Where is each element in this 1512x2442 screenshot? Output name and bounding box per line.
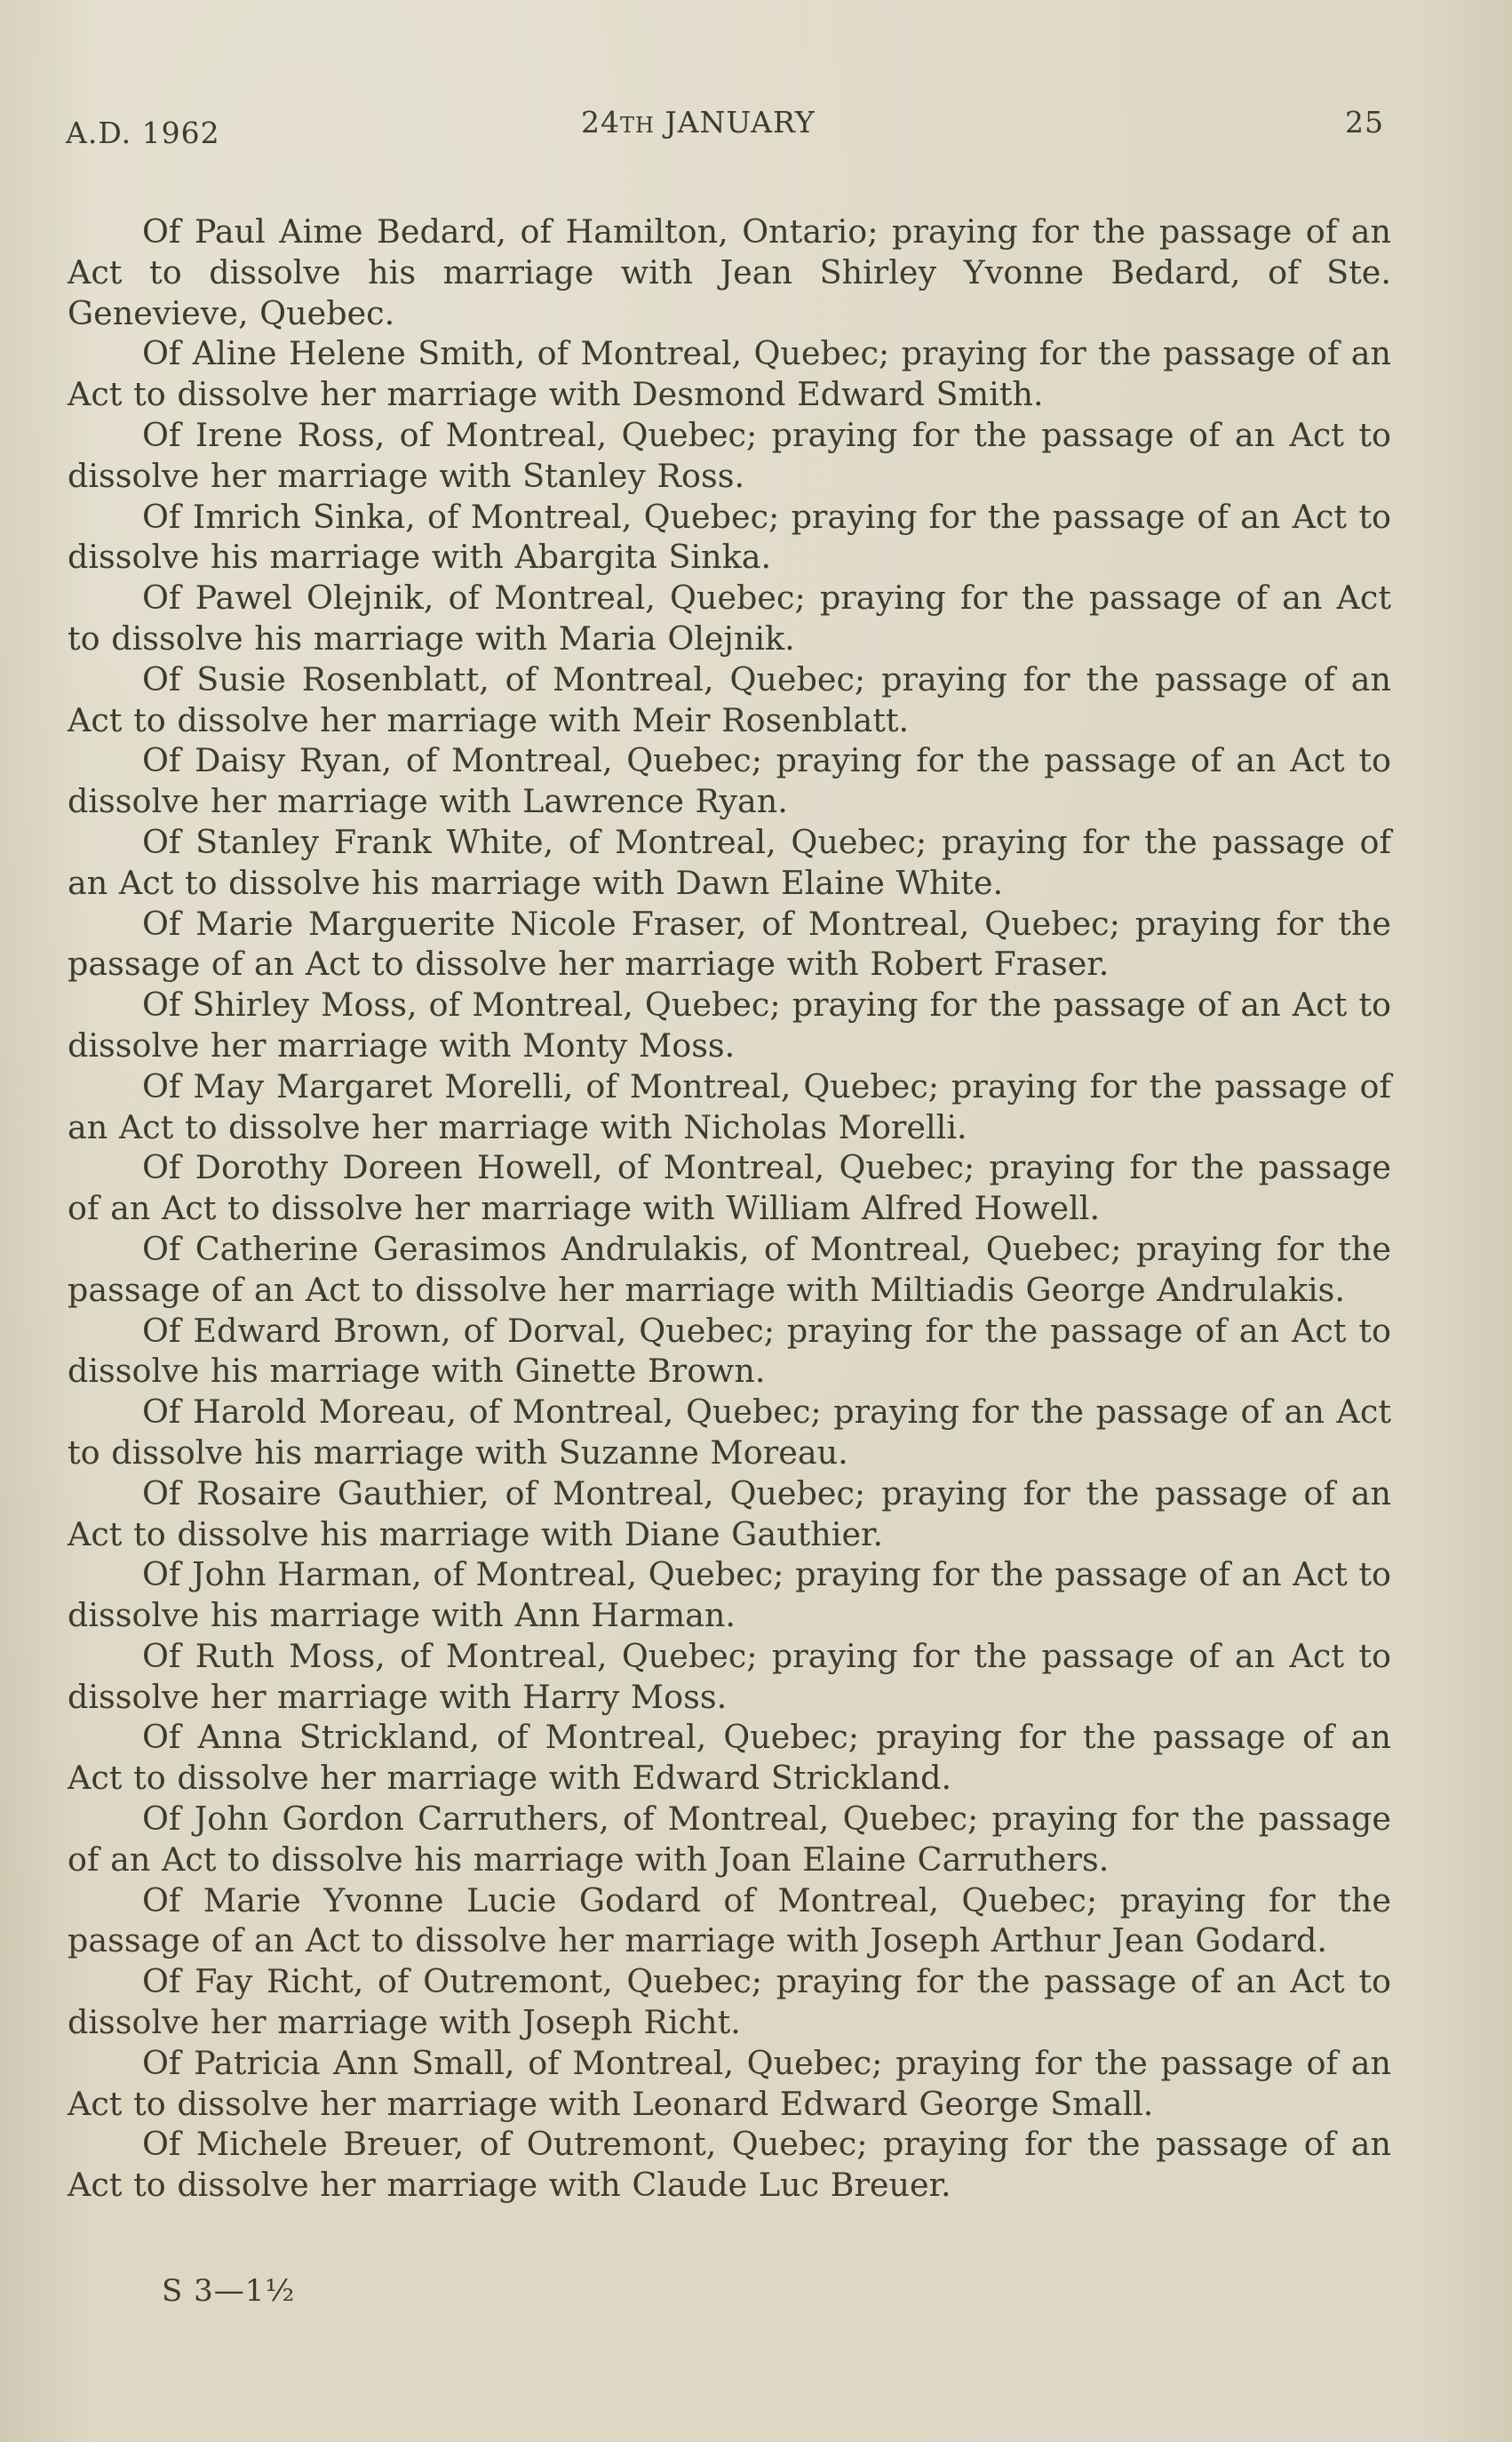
header-date-month: JANUARY	[664, 105, 816, 140]
petition-paragraph: Of Fay Richt, of Outremont, Quebec; praying for the passage of an Act to dissolve her marriage with Joseph Richt.	[68, 1962, 1391, 2042]
petition-paragraph: Of Harold Moreau, of Montreal, Quebec; praying for the passage of an Act to dissolve his marriage with Suzanne Moreau.	[68, 1393, 1391, 1472]
petition-paragraph: Of John Gordon Carruthers, of Montreal, Quebec; praying for the passage of an Act to dissolve his marriage with Joan Elaine Carruthers.	[68, 1800, 1391, 1879]
petition-paragraph: Of Paul Aime Bedard, of Hamilton, Ontario; praying for the passage of an Act to dissolve his marriage with Jean Shirley Yvonne Bedard, of Ste. Genevieve, Quebec.	[68, 212, 1391, 332]
petition-paragraph: Of Edward Brown, of Dorval, Quebec; praying for the passage of an Act to dissolve his marriage with Ginette Brown.	[68, 1311, 1391, 1391]
header-year: A.D. 1962	[66, 116, 220, 150]
petition-paragraph: Of Michele Breuer, of Outremont, Quebec; praying for the passage of an Act to dissolve her marriage with Claude Luc Breuer.	[68, 2125, 1391, 2205]
signature-mark: S 3—1½	[162, 2273, 296, 2309]
petition-paragraph: Of Patricia Ann Small, of Montreal, Quebec; praying for the passage of an Act to dissolve her marriage with Leonard Edward George Small.	[68, 2043, 1391, 2123]
petition-paragraph: Of Anna Strickland, of Montreal, Quebec; praying for the passage of an Act to dissolve her marriage with Edward Strickland.	[68, 1718, 1391, 1798]
petition-paragraph: Of Rosaire Gauthier, of Montreal, Quebec; praying for the passage of an Act to dissolve his marriage with Diane Gauthier.	[68, 1473, 1391, 1553]
header-date-suffix: TH	[620, 113, 655, 138]
petition-paragraph: Of Daisy Ryan, of Montreal, Quebec; praying for the passage of an Act to dissolve her marriage with Lawrence Ryan.	[68, 741, 1391, 821]
petition-paragraph: Of Pawel Olejnik, of Montreal, Quebec; praying for the passage of an Act to dissolve his marriage with Maria Olejnik.	[68, 579, 1391, 658]
running-head	[66, 105, 1384, 149]
petition-paragraph: Of May Margaret Morelli, of Montreal, Quebec; praying for the passage of an Act to dissolve her marriage with Nicholas Morelli.	[68, 1066, 1391, 1146]
petition-paragraph: Of Ruth Moss, of Montreal, Quebec; praying for the passage of an Act to dissolve her marriage with Harry Moss.	[68, 1636, 1391, 1716]
petition-paragraph: Of Irene Ross, of Montreal, Quebec; praying for the passage of an Act to dissolve her marriage with Stanley Ross.	[68, 415, 1391, 495]
petition-paragraph: Of John Harman, of Montreal, Quebec; praying for the passage of an Act to dissolve his marriage with Ann Harman.	[68, 1555, 1391, 1635]
petition-paragraph: Of Dorothy Doreen Howell, of Montreal, Quebec; praying for the passage of an Act to dissolve her marriage with William Alfred Howell.	[68, 1148, 1391, 1228]
header-date-number: 24	[581, 105, 620, 140]
petition-paragraph: Of Aline Helene Smith, of Montreal, Quebec; praying for the passage of an Act to dissolve her marriage with Desmond Edward Smith.	[68, 334, 1391, 414]
petition-paragraph: Of Catherine Gerasimos Andrulakis, of Montreal, Quebec; praying for the passage of an Act to dissolve her marriage with Miltiadis George Andrulakis.	[68, 1229, 1391, 1309]
page-number: 25	[1345, 105, 1384, 140]
petition-paragraph: Of Imrich Sinka, of Montreal, Quebec; praying for the passage of an Act to dissolve his marriage with Abargita Sinka.	[68, 497, 1391, 577]
petition-paragraph: Of Marie Marguerite Nicole Fraser, of Montreal, Quebec; praying for the passage of an Act to dissolve her marriage with Robert Fraser.	[68, 904, 1391, 984]
petitions-list	[68, 211, 1391, 2206]
petition-paragraph: Of Susie Rosenblatt, of Montreal, Quebec; praying for the passage of an Act to dissolve her marriage with Meir Rosenblatt.	[68, 659, 1391, 739]
petition-paragraph: Of Shirley Moss, of Montreal, Quebec; praying for the passage of an Act to dissolve her marriage with Monty Moss.	[68, 986, 1391, 1065]
petition-paragraph: Of Stanley Frank White, of Montreal, Quebec; praying for the passage of an Act to dissolve his marriage with Dawn Elaine White.	[68, 822, 1391, 902]
petition-paragraph: Of Marie Yvonne Lucie Godard of Montreal, Quebec; praying for the passage of an Act to dissolve her marriage with Joseph Arthur Jean Godard.	[68, 1880, 1391, 1960]
header-date	[581, 105, 816, 140]
